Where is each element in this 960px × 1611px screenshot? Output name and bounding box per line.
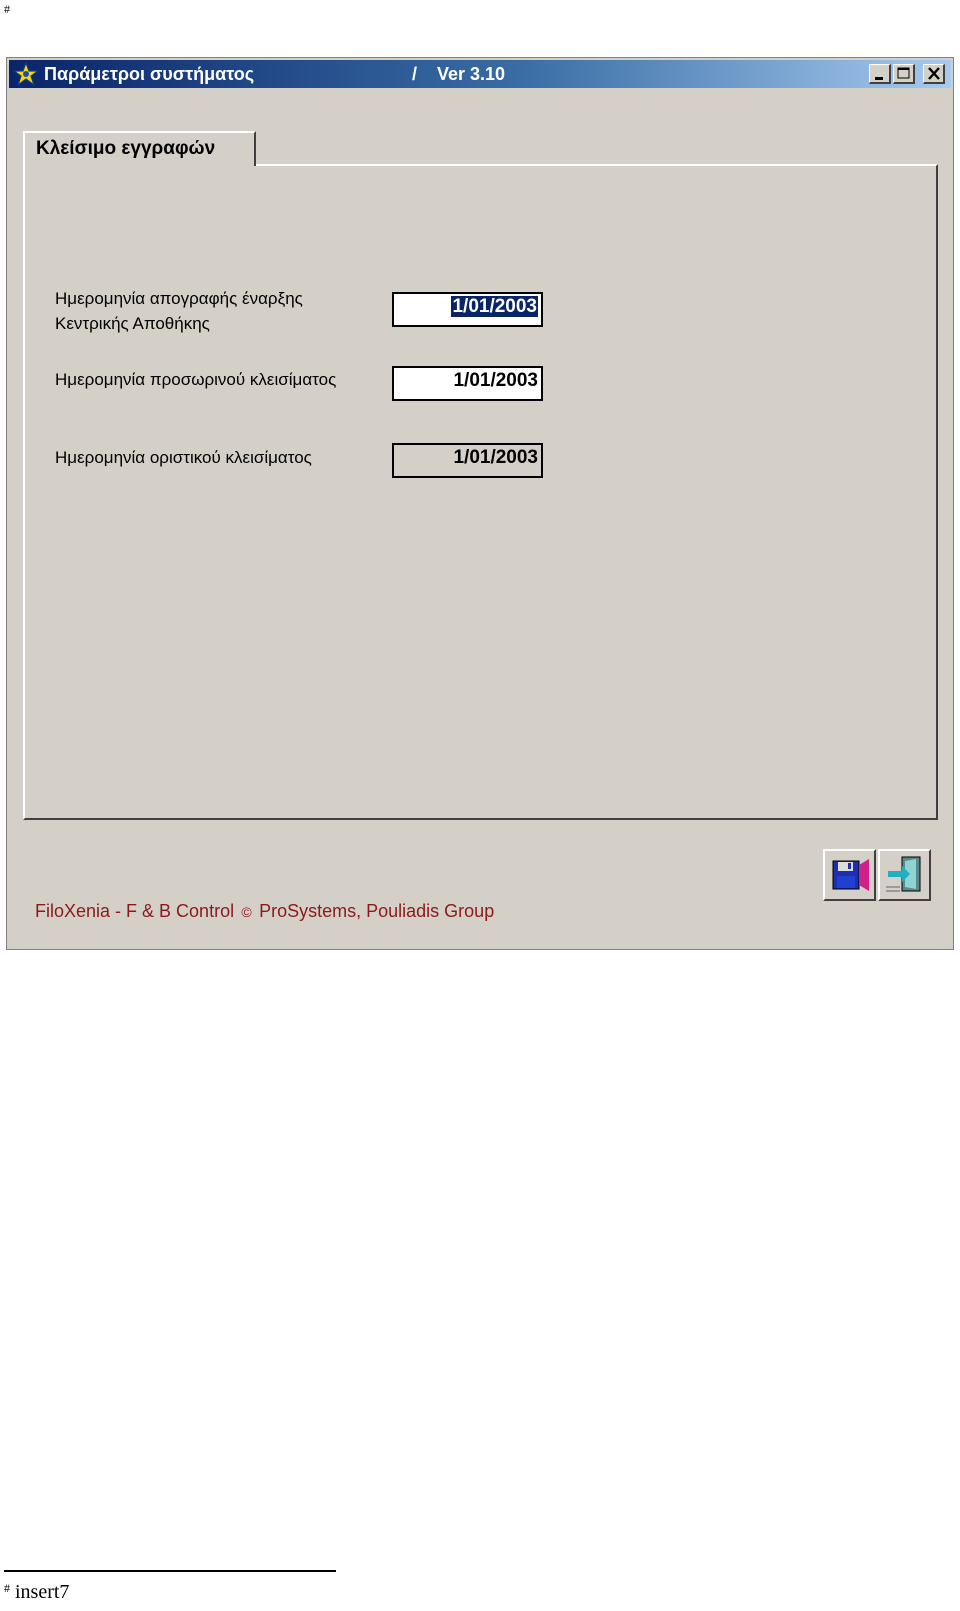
window-title: Παράμετροι συστήματος bbox=[44, 64, 255, 84]
tab-closing-records[interactable] bbox=[23, 131, 256, 166]
final-closing-date-label: Ημερομηνία οριστικού κλεισίματος bbox=[55, 448, 312, 467]
temporary-closing-date-input[interactable]: 1/01/2003 bbox=[392, 366, 543, 401]
footnote bbox=[4, 1581, 69, 1604]
maximize-button[interactable] bbox=[893, 64, 915, 84]
system-parameters-window bbox=[6, 57, 954, 950]
title-separator: / bbox=[412, 64, 418, 84]
inventory-start-date-label-line1: Ημερομηνία απογραφής έναρξης bbox=[55, 289, 303, 308]
minimize-button[interactable] bbox=[869, 64, 891, 84]
close-icon bbox=[924, 65, 944, 83]
hash-mark: # bbox=[4, 2, 10, 16]
exit-button[interactable] bbox=[878, 849, 931, 901]
final-closing-date-field: 1/01/2003 bbox=[392, 443, 543, 478]
footer-credits bbox=[35, 901, 494, 922]
footnote-mark: # bbox=[4, 1581, 10, 1595]
footnote-rule bbox=[4, 1570, 336, 1572]
company-name: ProSystems, Pouliadis Group bbox=[259, 901, 495, 921]
tab-panel bbox=[23, 164, 938, 820]
version-label: Ver 3.10 bbox=[437, 64, 506, 84]
inventory-start-date-input[interactable] bbox=[392, 292, 543, 327]
product-name: FiloXenia - F & B Control bbox=[35, 901, 235, 921]
close-button[interactable] bbox=[923, 64, 945, 84]
temporary-closing-date-label: Ημερομηνία προσωρινού κλεισίματος bbox=[55, 370, 337, 389]
floppy-disk-icon bbox=[825, 851, 874, 899]
copyright-symbol: © bbox=[241, 904, 252, 920]
maximize-icon bbox=[894, 65, 914, 83]
footnote-text: insert7 bbox=[15, 1581, 70, 1603]
tab-label: Κλείσιμο εγγραφών bbox=[36, 138, 216, 159]
inventory-start-date-label-line2: Κεντρικής Αποθήκης bbox=[55, 314, 210, 333]
star-icon bbox=[13, 62, 39, 86]
minimize-icon bbox=[870, 65, 890, 83]
exit-door-icon bbox=[880, 851, 929, 899]
selected-value: 1/01/2003 bbox=[452, 296, 537, 317]
save-button[interactable] bbox=[823, 849, 876, 901]
title-bar[interactable] bbox=[9, 60, 951, 88]
